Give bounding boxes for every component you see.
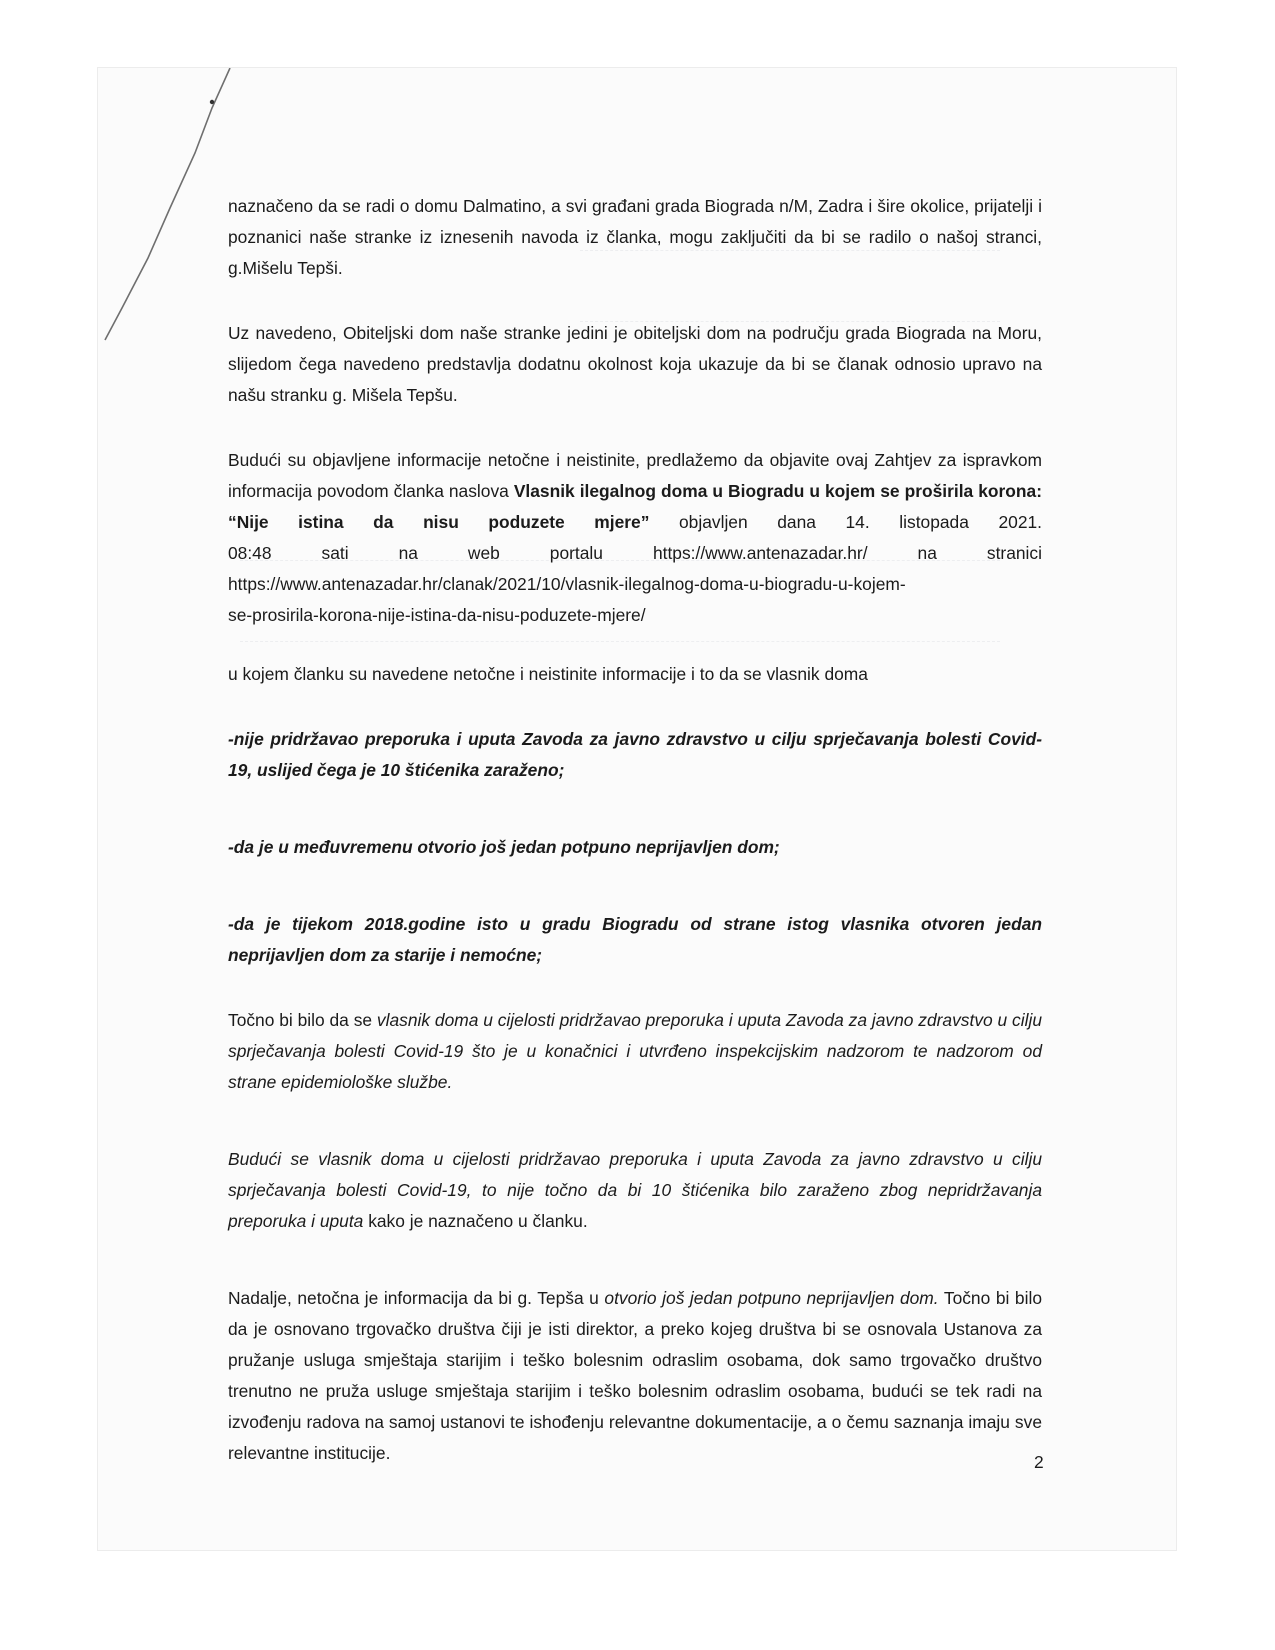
publish-time-line [228, 538, 1042, 569]
paragraph-6-italic: Budući se vlasnik doma u cijelosti pridržavao preporuka i uputa Zavoda za javno zdravstvo u cilju sprječavanja bolesti Covid-19, to nije točno da bi 10 štićenika bilo zaraženo zbog nepridržavanja preporuka i uputa [228, 1149, 1042, 1231]
page-number: 2 [1034, 1452, 1044, 1472]
paragraph-7-rest: Točno bi bilo da je osnovano trgovačko društva čiji je isti direktor, a preko kojeg društva bi se osnovala Ustanova za pružanje usluga smještaja starijim i teško bolesnim odraslim osobama, dok samo trgovačko društvo trenutno ne pruža usluge smještaja starijim i teško bolesnim odraslim osobama, budući se tek radi na izvođenju radova na samoj ustanovi te ishođenju relevantne dokumentacije, a o čemu saznanja imaju sve relevantne institucije. [228, 1288, 1042, 1463]
portal-url: https://www.antenazadar.hr/ [652, 543, 868, 563]
time-word: sati [321, 543, 349, 563]
time-word: stranici [986, 543, 1042, 563]
claim-item: -da je tijekom 2018.godine isto u gradu Biogradu od strane istog vlasnika otvoren jedan neprijavljen dom za starije i nemoćne; [228, 914, 1042, 965]
paragraph-7-italic: otvorio još jedan potpuno neprijavljen dom. [604, 1288, 939, 1308]
paragraph-5 [228, 1005, 1042, 1098]
paper-fold-mark [100, 68, 240, 348]
time-word: portalu [549, 543, 603, 563]
document-body [228, 191, 1042, 1469]
article-url-line-2: se-prosirila-korona-nije-istina-da-nisu-poduzete-mjere/ [228, 605, 646, 625]
paragraph-7-lead: Nadalje, netočna je informacija da bi g. Tepša u [228, 1288, 605, 1308]
paragraph-3 [228, 445, 1042, 631]
paragraph-6 [228, 1144, 1042, 1237]
paragraph-2: Uz navedeno, Obiteljski dom naše stranke jedini je obiteljski dom na području grada Biograda na Moru, slijedom čega navedeno predstavlja dodatnu okolnost koja ukazuje da bi se članak odnosio upravo na našu stranku g. Mišela Tepšu. [228, 323, 1042, 405]
article-url-line-1: https://www.antenazadar.hr/clanak/2021/10/vlasnik-ilegalnog-doma-u-biogradu-u-kojem- [228, 574, 906, 594]
paragraph-5-lead: Točno bi bilo da se [228, 1010, 377, 1030]
article-title: Vlasnik ilegalnog doma u Biogradu u kojem se proširila korona: “Nije istina da nisu poduzete mjere” [228, 481, 1042, 532]
time-word: 08:48 [228, 543, 272, 563]
time-word: na [917, 543, 937, 563]
publish-date: objavljen dana 14. listopada 2021. [649, 512, 1042, 532]
paragraph-3-intro: Budući su objavljene informacije netočne i neistinite, predlažemo da objavite ovaj Zahtjev za ispravkom informacija povodom članka naslova [228, 450, 1042, 501]
time-word: na [398, 543, 418, 563]
paragraph-5-italic: vlasnik doma u cijelosti pridržavao preporuka i uputa Zavoda za javno zdravstvo u cilju sprječavanja bolesti Covid-19 što je u konačnici i utvrđeno inspekcijskim nadzorom te nadzorom od strane epidemiološke službe. [228, 1010, 1042, 1092]
claim-item: -nije pridržavao preporuka i uputa Zavoda za javno zdravstvo u cilju sprječavanja bolesti Covid-19, uslijed čega je 10 štićenika zaraženo; [228, 729, 1042, 780]
paragraph-7 [228, 1283, 1042, 1469]
claim-item: -da je u međuvremenu otvorio još jedan potpuno neprijavljen dom; [228, 837, 780, 857]
paragraph-6-tail: kako je naznačeno u članku. [363, 1211, 588, 1231]
paragraph-4: u kojem članku su navedene netočne i neistinite informacije i to da se vlasnik doma [228, 664, 868, 684]
paragraph-1: naznačeno da se radi o domu Dalmatino, a svi građani grada Biograda n/M, Zadra i šire okolice, prijatelji i poznanici naše stranke iz iznesenih navoda iz članka, mogu zaključiti da bi se radilo o našoj stranci, g.Mišelu Tepši. [228, 196, 1042, 278]
time-word: web [467, 543, 500, 563]
